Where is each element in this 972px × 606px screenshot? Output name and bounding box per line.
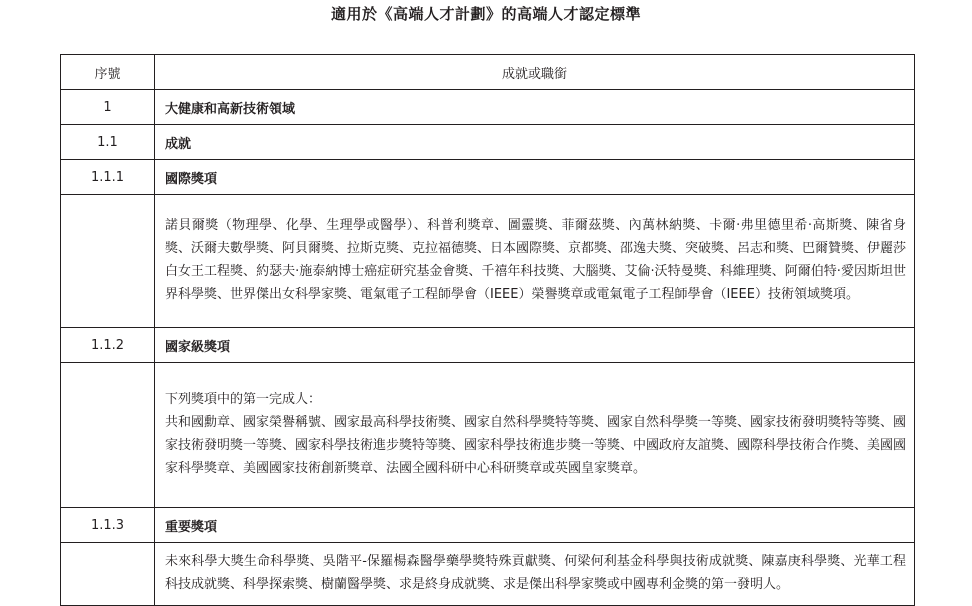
row-heading: 重要獎項: [155, 508, 915, 543]
row-heading: 成就: [155, 125, 915, 160]
description-text: 諾貝爾獎（物理學、化學、生理學或醫學）、科普利獎章、圖靈獎、菲爾茲獎、內萬林納獎、卡爾·弗里德里希·高斯獎、陳省身獎、沃爾夫數學獎、阿貝爾獎、拉斯克獎、克拉福德獎、日本國際獎、京都獎、邵逸夫獎、突破獎、呂志和獎、巴爾贊獎、伊麗莎白女王工程獎、約瑟夫·施泰納博士癌症研究基金會獎、千禧年科技獎、大腦獎、艾倫·沃特曼獎、科維理獎、阿爾伯特·愛因斯坦世界科學獎、世界傑出女科學家獎、電氣電子工程師學會（IEEE）榮譽獎章或電氣電子工程師學會（IEEE）技術領域獎項。: [165, 218, 907, 302]
row-number: 1: [61, 90, 155, 125]
table-row: [61, 90, 915, 125]
table-row: [61, 508, 915, 543]
table-row: [61, 160, 915, 195]
description-text: 共和國勳章、國家榮譽稱號、國家最高科學技術獎、國家自然科學獎特等獎、國家自然科學獎一等獎、國家技術發明獎特等獎、國家技術發明獎一等獎、國家科學技術進步獎特等獎、國家科學技術進步獎一等獎、中國政府友誼獎、國際科學技術合作獎、美國國家科學獎章、美國國家技術創新獎章、法國全國科研中心科研獎章或英國皇家獎章。: [165, 415, 907, 476]
table-row: [61, 363, 915, 508]
row-number: [61, 195, 155, 328]
row-description: [155, 363, 915, 508]
header-description: 成就或職銜: [155, 55, 915, 90]
table-row: [61, 328, 915, 363]
description-text: 未來科學大獎生命科學獎、吳階平-保羅楊森醫學藥學獎特殊貢獻獎、何梁何利基金科學與技術成就獎、陳嘉庚科學獎、光華工程科技成就獎、科學探索獎、樹蘭醫學獎、求是終身成就獎、求是傑出科學家獎或中國專利金獎的第一發明人。: [165, 554, 906, 592]
table-row: [61, 125, 915, 160]
row-number: 1.1.3: [61, 508, 155, 543]
row-number: 1.1.1: [61, 160, 155, 195]
header-number: 序號: [61, 55, 155, 90]
table-row: [61, 543, 915, 606]
row-number: [61, 363, 155, 508]
table-row: [61, 195, 915, 328]
row-heading: 國家級獎項: [155, 328, 915, 363]
description-intro: 下列獎項中的第一完成人：: [165, 392, 322, 407]
table-header-row: [61, 55, 915, 90]
page-title: 適用於《高端人才計劃》的高端人才認定標準: [330, 5, 641, 23]
row-heading: 國際獎項: [155, 160, 915, 195]
row-number: [61, 543, 155, 606]
row-heading: 大健康和高新技術領域: [155, 90, 915, 125]
criteria-table: [60, 54, 915, 606]
row-description: [155, 195, 915, 328]
row-number: 1.1.2: [61, 328, 155, 363]
row-description: [155, 543, 915, 606]
row-number: 1.1: [61, 125, 155, 160]
